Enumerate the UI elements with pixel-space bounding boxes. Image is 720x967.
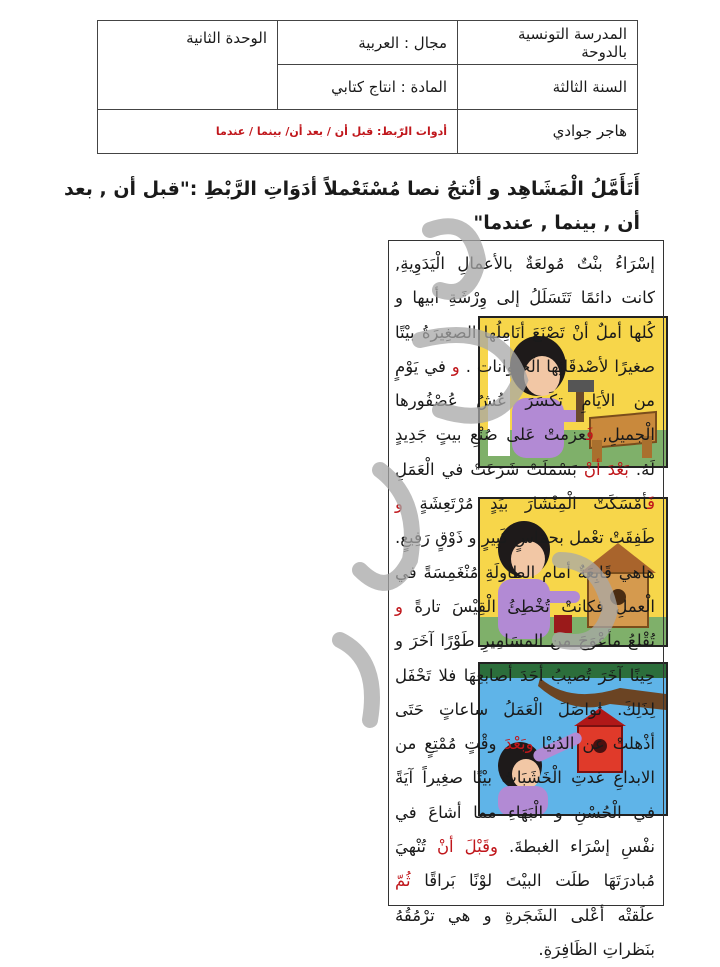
connector-word: فَ [647, 494, 655, 514]
unit-label: الوحدة الثانية [98, 21, 278, 110]
instruction-title: أَتَأَمَّلُ الْمَشَاهِد و أنْتجُ نصا مُسْتَعْملاً أدَوَاتِ الرَّبْطِ :"قبل أن , بعد أن , بينما , عندما" [64, 178, 640, 234]
story-sentence: بَسْمَلَتْ شَرَعَتْ في الْعَمَلِ [395, 459, 584, 479]
connector-word: وقَبْلَ أنْ [436, 837, 498, 857]
connector-word: بَعْدَ أنْ [583, 459, 629, 479]
school-name: المدرسة التونسية بالدوحة [458, 21, 638, 65]
connector-word: و [451, 356, 460, 376]
story-text [388, 240, 664, 959]
connector-word: فَ [586, 425, 594, 445]
domain-label: مجال : العربية [278, 21, 458, 65]
subject-label: المادة : انتاج كتابي [278, 65, 458, 109]
linking-tools-label: أدوات الرّبط: قبل أن / بعد أن/ بينما / عندما [98, 109, 458, 153]
teacher-name: هاجر جوادي [458, 109, 638, 153]
story-sentence: طَفِقَتْ تعْمل بحمَاسٍ كَبِيرٍ و ذَوْقٍ رَفِيعٍ. هاهي قَابِعَةٌ أمام الطاولَةِ مُنْغَمِسَةً في الْعملِ فكانتْ تُخْطِئُ الْقِيْسَ تارةً [395, 528, 655, 616]
header-table [97, 20, 638, 154]
story-sentence: في يَوْمٍ من الأيَامِ تكَسَرَ عُشُ عُصْفُورها الْجميلِ, [395, 356, 655, 445]
story-sentence: أمْسَكَتْ الْمِنْشَارَ بيَدٍ مُرْتَعِشَةٍ [402, 494, 648, 514]
connector-word: وبَعْدَ [504, 734, 534, 754]
story-sentence: إسْرَاءُ بنْتٌ مُولعَةٌ بالأعمالِ الْيَدَوِيةِ, كانت دائمًا تَتَسَلَلُ إلى وِرْشَةِ أبيها و كُلها أملٌ أنْ تَصْنَعَ أنَامِلُها الصغِيرَةُ بيْتًا صغيرًا لأصْدقَائِها الْحيَوانات . [395, 254, 656, 376]
grade-label: السنة الثالثة [458, 65, 638, 109]
story-sentence: عزمتْ عَلى صُنْعِ بيتٍ جَدِيدٍ لَهُ. [395, 425, 655, 479]
story-sentence: تُنْهيَ مُبادرَتَهَا طلَت البيْتَ لوْنًا بَراقًا [395, 837, 655, 891]
connector-word: و [395, 494, 403, 514]
connector-word: و [395, 596, 403, 616]
story-sentence: علَقتْه أعْلى الشَجَرةِ و هي ترْمُقُهُ بنَظراتِ الظَافِرَةِ. [395, 905, 655, 959]
story-sentence: وقْتٍ مُمْتِعٍ من الابداعِ غدتِ الْخَشَبَاتُ بيْتًا صغِيراً آيَةً في الْحُسْنِ و الْبَهَاءِ مما أشاعَ في نفْسِ إسْرَاء الغبطةَ. [395, 734, 655, 857]
story-sentence: تُقْلعُ مأعْوَجَ من المسَامِيرِ طَوْرًا آخَرَ و حِينًا آخَرَ تُصيبُ أحَدَ أصابعِهَا فلا تَحْفَل لِذَلِكَ. تواصَلَ الْعَمَلُ ساعاتٍ حَتَى أذْهلتْ عن الدُنيْا [395, 631, 655, 754]
connector-word: ثُمّ [395, 871, 411, 891]
